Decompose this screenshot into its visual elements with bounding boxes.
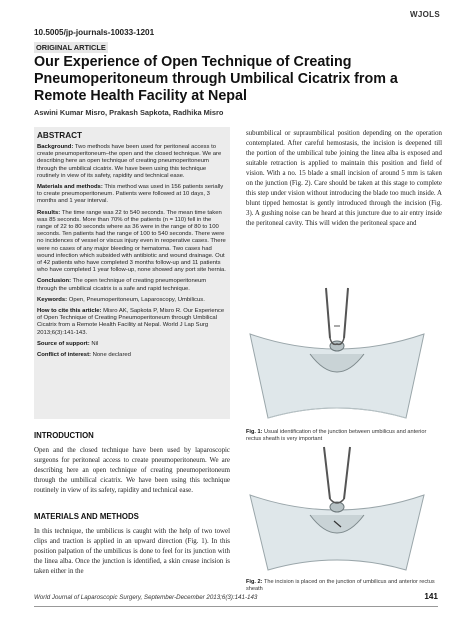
- conflict-text: None declared: [92, 352, 131, 359]
- fig2-caption-text: The incision is placed on the junction of umbilicus and anterior rectus sheath: [246, 579, 435, 592]
- support-text: Nil: [91, 340, 99, 347]
- journal-code: WJOLS: [410, 10, 440, 19]
- conclusion-text: The open technique of creating pneumoperitoneum through the umbilical cicatrix is a safe and rapid technique.: [37, 278, 207, 292]
- intro-text: Open and the closed technique have been used by laparoscopic surgeons for peritoneal access to create pneumoperitoneum. We are describing here an open technique of creating pneumoperitoneum through the umbilical cicatrix. We have been using this technique routinely in view of its safety, rapidity and technical ease.: [34, 447, 230, 494]
- fig1-label: Fig. 1:: [246, 429, 263, 435]
- journal-footer: World Journal of Laparoscopic Surgery, September-December 2013;6(3):141-143: [34, 594, 258, 601]
- methods-text: In this technique, the umbilicus is caught with the help of two towel clips and traction is applied in an upward direction (Fig. 1). In this position palpation of the umbilicus is done to feel for its junction with the linea alba. Once the junction is identified, a skin crease incision is taken either in the: [34, 528, 230, 575]
- cite-text: Misro AK, Sapkota P, Misro R. Our Experience of Open Technique of Creating Pneumoperitoneum through Umbilical Cicatrix from a Remote Health Facility at Nepal. World J Lap Surg 2013;6(3):141-143.: [37, 308, 225, 336]
- fig1-caption-text: Usual identification of the junction between umbilicus and anterior rectus sheath is very important: [246, 429, 427, 442]
- right-column-text: subumbilical or supraumbilical position depending on the operation contemplated. After careful hemostasis, the incision is deepened till the portion of the umbilical tube joining the linea alba is exposed and suitable retraction is applied to maintain this position and field of vision. With a no. 15 blade a small incision of around 5 mm is taken on the junction (Fig. 2). Care should be taken at this stage to complete this step under vision without introducing the blade too much inside. A blunt tipped hemostat is gently introduced through the incision (Fig. 3). A gushing noise can be heard at this juncture due to air entry inside the peritoneal cavity. This will widen the peritoneal space and: [246, 130, 442, 227]
- article-title: Our Experience of Open Technique of Creating Pneumoperitoneum through Umbilical Cicatrix from a Remote Health Facility at Nepal: [34, 54, 398, 104]
- keywords-text: Open, Pneumoperitoneum, Laparoscopy, Umbilicus.: [68, 296, 205, 303]
- methods-heading: MATERIALS AND METHODS: [34, 512, 139, 521]
- abstract-heading: ABSTRACT: [37, 131, 83, 140]
- cite-label: How to cite this article:: [37, 308, 102, 315]
- fig2-label: Fig. 2:: [246, 579, 263, 585]
- abstract-conclusion: [37, 278, 227, 292]
- abstract-background: [37, 144, 227, 180]
- figure-2: [246, 445, 428, 585]
- results-label: Results:: [37, 209, 61, 216]
- authors: Aswini Kumar Misro, Prakash Sapkota, Radhika Misro: [34, 108, 224, 117]
- results-text: The time range was 22 to 540 seconds. The mean time taken was 85 seconds. More than 70% of the patients (n = 110) fell in the range of 22 to 80 seconds where as 36 were in the range of 80 to 100 seconds. Ten patients had the range of 100 to 540 seconds. There were no incidences of vessel or viscus injury even in reoperative cases. There were no cases of any major bleeding or hematoma. Two cases had wound infection which subsided with antibiotic and wound drainage. Out of 42 patients who have completed 3 months follow-up and 11 patients who have completed 1 year follow-up, none showed any port site hernia.: [37, 209, 226, 274]
- footer-divider: [34, 606, 438, 607]
- figure-2-illustration: [246, 445, 428, 575]
- conflict-label: Conflict of interest:: [37, 352, 91, 359]
- conclusion-label: Conclusion:: [37, 278, 72, 285]
- abstract-conflict: [37, 352, 227, 359]
- background-text: Two methods have been used for peritoneal access to create pneumoperitoneum–the open and the closed technique. We are describing here an open technique of creating pneumoperitoneum through the umbilical cicatrix. We have been using this technique routinely in view of its safety, rapidity and technical ease.: [37, 144, 222, 179]
- abstract-keywords: [37, 297, 227, 304]
- intro-heading: INTRODUCTION: [34, 431, 94, 440]
- keywords-label: Keywords:: [37, 296, 68, 303]
- article-type: ORIGINAL ARTICLE: [36, 43, 106, 52]
- support-label: Source of support:: [37, 340, 90, 347]
- abstract-box: [34, 127, 230, 419]
- abstract-methods: [37, 184, 227, 206]
- background-label: Background:: [37, 144, 74, 150]
- abstract-cite: [37, 308, 227, 337]
- abstract-support: [37, 341, 227, 348]
- figure-2-caption: [246, 579, 436, 593]
- figure-1-caption: [246, 429, 436, 443]
- page-number: 141: [424, 592, 438, 601]
- abstract-results: [37, 210, 227, 275]
- doi: 10.5005/jp-journals-10033-1201: [34, 28, 155, 37]
- figure-1-illustration: [246, 286, 428, 426]
- methods-label: Materials and methods:: [37, 184, 103, 191]
- methods-text: This method was used in 156 patients serially to create pneumoperitoneum. Patients were followed at 10 days, 3 months and 1 year interval.: [37, 184, 224, 205]
- figure-1: [246, 286, 428, 426]
